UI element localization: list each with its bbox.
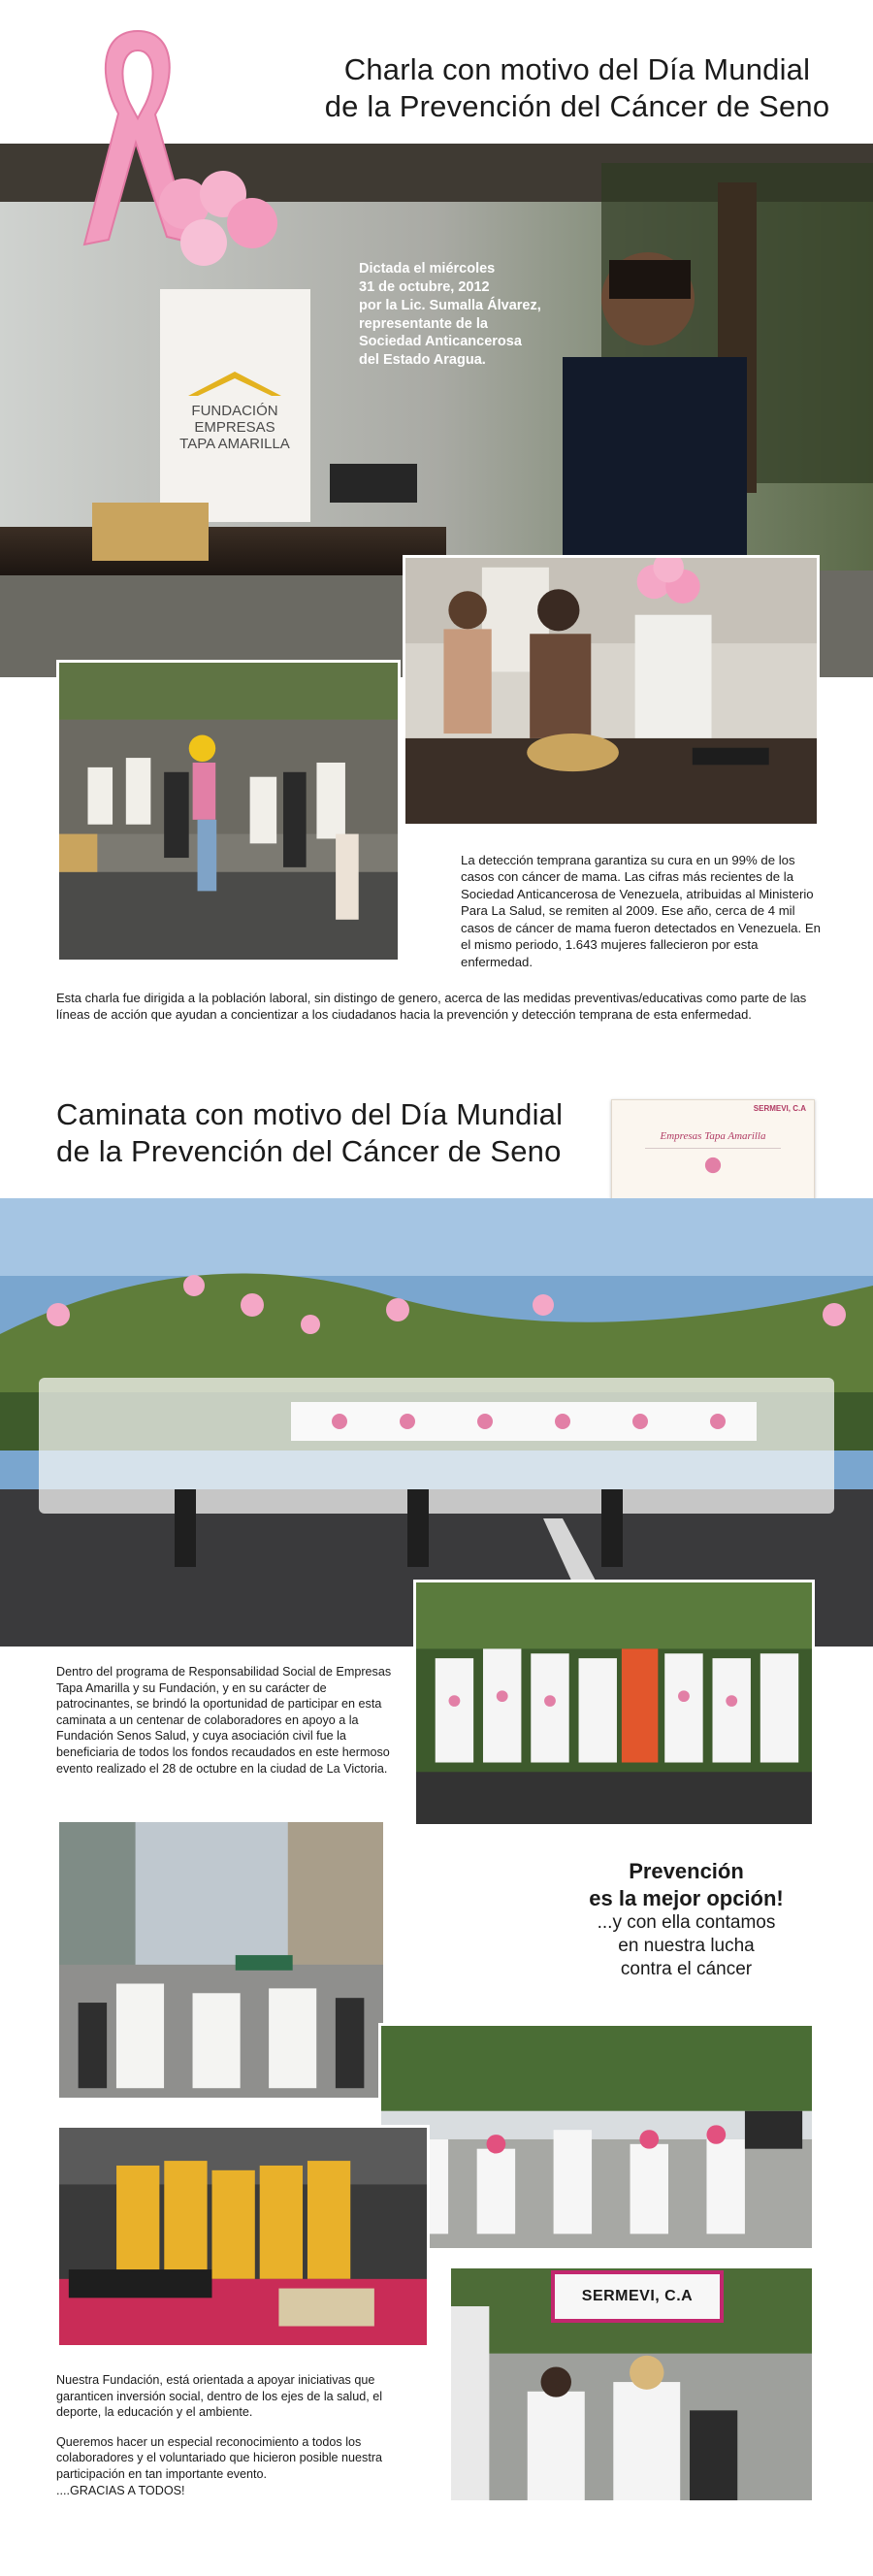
certificate-name: Empresas Tapa Amarilla: [660, 1130, 766, 1142]
callout-line2: es la mejor opción!: [589, 1885, 784, 1910]
sermevi-sign-text: SERMEVI, C.A: [581, 2288, 694, 2304]
section2-title-line2: de la Prevención del Cáncer de Seno: [56, 1133, 562, 1168]
section1-title: [291, 51, 863, 125]
closing-paragraph-3: ....GRACIAS A TODOS!: [56, 2483, 185, 2497]
section1-title-line1: Charla con motivo del Día Mundial: [343, 52, 811, 86]
balloons-decoration: [146, 160, 301, 286]
banner-logo-line2: EMPRESAS: [194, 419, 275, 436]
photo-snack-boxes: [56, 2125, 430, 2348]
section1-intro: [359, 260, 592, 370]
closing-text: [56, 2372, 405, 2498]
section2-title-line1: Caminata con motivo del Día Mundial: [56, 1097, 564, 1131]
intro-line-6: del Estado Aragua.: [359, 352, 486, 369]
fundacion-banner-logo: [163, 369, 307, 456]
photo-road-walkers: [378, 2023, 815, 2251]
certificate-brand: SERMEVI, C.A: [753, 1104, 806, 1113]
banner-logo-line1: FUNDACIÓN: [191, 403, 278, 419]
intro-line-1: Dictada el miércoles: [359, 261, 496, 277]
csr-paragraph: Dentro del programa de Responsabilidad Social de Empresas Tapa Amarilla y su Fundación, y en su carácter de patrocinantes, se brindó la oportunidad de participar en esta caminata a un centenar de colaboradores en apoyo a la Fundación Senos Salud, y cuya asociación civil fue la beneficiaria de todos los fondos recaudados en este hermoso evento realizado el 28 de octubre en la ciudad de La Victoria.: [56, 1665, 392, 1776]
callout-line1: Prevención: [629, 1859, 744, 1883]
audience-paragraph: Esta charla fue dirigida a la población laboral, sin distingo de genero, acerca de las medidas preventivas/educativas como parte de las líneas de acción que ayudan a concientizar a los ciudadanos hacia la prevención y detección temprana de esta enfermedad.: [56, 991, 807, 1023]
intro-line-2: 31 de octubre, 2012: [359, 278, 490, 295]
certificate-image: [611, 1099, 815, 1204]
callout-line4: en nuestra lucha: [618, 1935, 755, 1956]
section2-title: [56, 1096, 638, 1170]
house-roof-icon: [163, 369, 307, 398]
callout-line5: contra el cáncer: [620, 1958, 753, 1979]
certificate-ribbon-icon: [704, 1157, 722, 1174]
sermevi-sign: [551, 2270, 724, 2323]
banner-logo-line3: TAPA AMARILLA: [179, 436, 290, 452]
callout-line3: ...y con ella contamos: [597, 1912, 776, 1933]
closing-paragraph-2: Queremos hacer un especial reconocimiento a todos los colaboradores y el voluntariado que hicieron posible nuestra participación en tan importante evento.: [56, 2434, 383, 2482]
intro-line-3: por la Lic. Sumalla Álvarez,: [359, 297, 541, 313]
closing-paragraph-1: Nuestra Fundación, está orientada a apoyar iniciativas que garanticen inversión social, dentro de los ejes de la salud, el deporte, la educación y el ambiente.: [56, 2373, 383, 2420]
section1-title-line2: de la Prevención del Cáncer de Seno: [324, 88, 830, 123]
photo-staff-exercise: [56, 660, 401, 962]
photo-speakers-table: [403, 555, 820, 827]
intro-line-4: representante de la: [359, 315, 488, 332]
photo-group-walkers: [413, 1580, 815, 1827]
prevention-callout: [567, 1858, 805, 1980]
stats-paragraph: La detección temprana garantiza su cura en un 99% de los casos con cáncer de mama. Las cifras más recientes de la Sociedad Anticancerosa de Venezuela, atribuidas al Ministerio Para La Salud, se remiten al 2009. Ese año, cerca de 4 mil casos de cáncer de mama fueron detectados en Venezuela. En el mismo periodo, 1.643 mujeres fallecieron por esta enfermedad.: [461, 853, 821, 969]
intro-line-5: Sociedad Anticancerosa: [359, 334, 522, 350]
photo-street-march: [56, 1819, 386, 2101]
